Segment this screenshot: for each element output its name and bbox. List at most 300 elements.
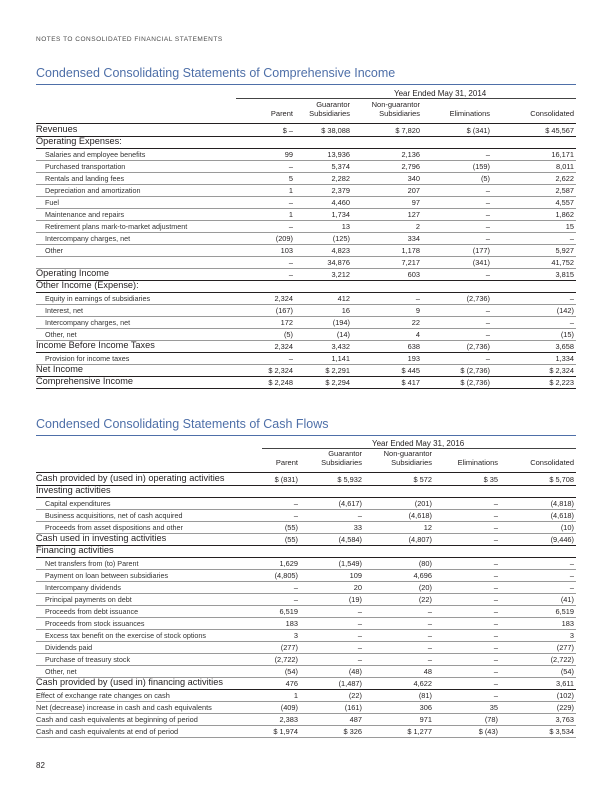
cash_flows-row: [36, 533, 576, 545]
row-label: Cash used in investing activities: [36, 533, 167, 543]
row-value: 1,178: [401, 246, 420, 255]
row-value: 7,217: [401, 258, 420, 267]
row-value: 12: [423, 523, 432, 532]
row-value: (2,722): [274, 655, 298, 664]
row-value: –: [493, 691, 498, 700]
row-value: 183: [285, 619, 298, 628]
cash_flows-row: [36, 545, 576, 557]
row-value: 5,927: [555, 246, 574, 255]
row-value: –: [357, 511, 362, 520]
row-value: $ (2,736): [460, 378, 490, 387]
row-value: 1,734: [331, 210, 350, 219]
row-value: (1,487): [338, 679, 362, 688]
row-label: Comprehensive Income: [36, 376, 134, 386]
row-value: (2,736): [466, 294, 490, 303]
row-value: (81): [418, 691, 432, 700]
row-label: Intercompany charges, net: [45, 318, 131, 327]
row-label: Proceeds from asset dispositions and other: [45, 523, 183, 532]
row-value: –: [493, 595, 498, 604]
row-value: –: [569, 583, 574, 592]
row-label: Cash and cash equivalents at end of period: [36, 727, 179, 736]
row-value: 306: [419, 703, 432, 712]
row-value: 971: [419, 715, 432, 724]
cash_flows-row: [36, 725, 576, 737]
row-value: –: [485, 354, 490, 363]
row-value: $ (341): [466, 126, 490, 135]
row-label: Fuel: [45, 198, 59, 207]
row-value: 9: [415, 306, 420, 315]
row-value: (167): [275, 306, 293, 315]
row-value: –: [415, 294, 420, 303]
row-value: 638: [407, 342, 420, 351]
cash_flows-row: [36, 689, 576, 701]
comprehensive_income-row: [36, 316, 576, 328]
row-value: 207: [407, 186, 420, 195]
row-value: 3,432: [331, 342, 350, 351]
row-value: –: [485, 306, 490, 315]
row-value: $ 2,248: [268, 378, 293, 387]
comprehensive_income-col-header: Guarantor Subsidiaries: [309, 100, 350, 118]
row-value: 1: [288, 210, 293, 219]
row-value: 603: [407, 270, 420, 279]
row-value: 20: [353, 583, 362, 592]
cash_flows-row: [36, 509, 576, 521]
row-label: Other, net: [45, 330, 77, 339]
row-value: 22: [411, 318, 420, 327]
comprehensive_income-row: [36, 196, 576, 208]
row-value: –: [485, 222, 490, 231]
row-value: $ 1,974: [273, 727, 298, 736]
row-value: 4,823: [331, 246, 350, 255]
cash_flows-row: [36, 557, 576, 569]
comprehensive_income-row: [36, 328, 576, 340]
row-value: (4,617): [338, 499, 362, 508]
row-label: Interest, net: [45, 306, 83, 315]
row-value: 5,374: [331, 162, 350, 171]
row-value: (209): [275, 234, 293, 243]
row-value: $ 35: [483, 475, 498, 484]
row-value: –: [485, 330, 490, 339]
row-value: (20): [418, 583, 432, 592]
row-value: (125): [332, 234, 350, 243]
row-value: (4,805): [274, 571, 298, 580]
row-value: $ –: [282, 126, 293, 135]
row-value: –: [288, 222, 293, 231]
row-value: $ 38,088: [321, 126, 350, 135]
row-value: 476: [285, 679, 298, 688]
row-value: –: [293, 595, 298, 604]
row-value: –: [288, 198, 293, 207]
row-value: $ 2,324: [549, 366, 574, 375]
row-value: –: [493, 667, 498, 676]
row-value: 334: [407, 234, 420, 243]
row-value: –: [485, 234, 490, 243]
row-value: $ 445: [401, 366, 420, 375]
row-value: 340: [407, 174, 420, 183]
row-value: $ 3,534: [549, 727, 574, 736]
row-value: $ 5,932: [337, 475, 362, 484]
row-label: Intercompany dividends: [45, 583, 121, 592]
cash_flows-col-header: Guarantor Subsidiaries: [321, 449, 362, 467]
row-value: (4,618): [550, 511, 574, 520]
row-value: (102): [556, 691, 574, 700]
row-label: Net (decrease) increase in cash and cash equivalents: [36, 703, 212, 712]
row-value: 3,212: [331, 270, 350, 279]
row-value: 2,379: [331, 186, 350, 195]
row-value: (10): [560, 523, 574, 532]
row-label: Maintenance and repairs: [45, 210, 125, 219]
row-value: $ 2,294: [325, 378, 350, 387]
row-value: (55): [284, 535, 298, 544]
row-value: –: [493, 631, 498, 640]
row-value: –: [357, 619, 362, 628]
comprehensive_income-row-rule: [36, 388, 576, 389]
row-value: $ 45,567: [545, 126, 574, 135]
comprehensive_income-row: [36, 364, 576, 376]
row-value: $ 2,324: [268, 366, 293, 375]
comprehensive_income-row: [36, 292, 576, 304]
row-value: 1: [293, 691, 298, 700]
row-value: –: [493, 535, 498, 544]
row-value: 412: [337, 294, 350, 303]
comprehensive_income-period-rule: [236, 98, 576, 99]
cash_flows-row: [36, 665, 576, 677]
row-value: (1,549): [338, 559, 362, 568]
comprehensive_income-row: [36, 184, 576, 196]
row-label: Other Income (Expense):: [36, 280, 139, 290]
row-label: Operating Income: [36, 268, 110, 278]
cash_flows-row: [36, 521, 576, 533]
row-value: –: [485, 210, 490, 219]
row-value: (4,807): [408, 535, 432, 544]
row-value: (277): [556, 643, 574, 652]
row-value: –: [493, 583, 498, 592]
row-value: –: [357, 655, 362, 664]
row-label: Payment on loan between subsidiaries: [45, 571, 169, 580]
row-value: –: [288, 354, 293, 363]
row-value: 2,383: [279, 715, 298, 724]
cash_flows-col-header: Parent: [275, 458, 298, 467]
row-label: Retirement plans mark-to-market adjustment: [45, 222, 188, 231]
row-value: (409): [280, 703, 298, 712]
comprehensive_income-row: [36, 304, 576, 316]
row-value: 487: [349, 715, 362, 724]
row-label: Principal payments on debt: [45, 595, 132, 604]
row-value: (78): [484, 715, 498, 724]
row-value: (55): [284, 523, 298, 532]
cash_flows-row: [36, 677, 576, 689]
row-value: 97: [411, 198, 420, 207]
row-value: 4,622: [413, 679, 432, 688]
row-value: 48: [423, 667, 432, 676]
row-label: Intercompany charges, net: [45, 234, 131, 243]
row-label: Purchase of treasury stock: [45, 655, 131, 664]
row-value: $ 572: [413, 475, 432, 484]
row-value: (22): [418, 595, 432, 604]
comprehensive_income-col-header: Non-guarantor Subsidiaries: [371, 100, 420, 118]
row-value: 3: [293, 631, 298, 640]
row-value: 127: [407, 210, 420, 219]
row-value: 183: [561, 619, 574, 628]
row-value: 4,696: [413, 571, 432, 580]
row-value: 2,622: [555, 174, 574, 183]
row-value: 4: [415, 330, 420, 339]
row-value: $ 1,277: [407, 727, 432, 736]
row-label: Cash and cash equivalents at beginning of period: [36, 715, 198, 724]
comprehensive_income-row: [36, 256, 576, 268]
comprehensive_income-row: [36, 172, 576, 184]
row-value: 3,611: [556, 679, 574, 688]
row-value: –: [357, 631, 362, 640]
comprehensive_income-row: [36, 124, 576, 136]
row-value: (4,584): [338, 535, 362, 544]
row-value: –: [293, 511, 298, 520]
cf-title-rule: [36, 435, 576, 436]
row-label: Salaries and employee benefits: [45, 150, 146, 159]
row-value: 2: [415, 222, 420, 231]
row-label: Revenues: [36, 124, 78, 134]
row-value: 3,658: [555, 342, 574, 351]
comprehensive_income-col-header: Eliminations: [449, 109, 490, 118]
row-value: (41): [560, 595, 574, 604]
row-value: (5): [283, 330, 293, 339]
row-value: 4,557: [555, 198, 574, 207]
row-value: (229): [556, 703, 574, 712]
row-label: Purchased transportation: [45, 162, 126, 171]
cash_flows-col-header: Consolidated: [530, 458, 574, 467]
row-value: 3,763: [555, 715, 574, 724]
row-label: Effect of exchange rate changes on cash: [36, 691, 170, 700]
row-value: 8,011: [556, 162, 574, 171]
row-value: 2,324: [274, 294, 293, 303]
row-label: Proceeds from stock issuances: [45, 619, 145, 628]
row-label: Provision for income taxes: [45, 354, 130, 363]
comprehensive_income-col-header: Consolidated: [530, 109, 574, 118]
row-value: (5): [480, 174, 490, 183]
row-value: (22): [348, 691, 362, 700]
row-label: Proceeds from debt issuance: [45, 607, 139, 616]
comprehensive_income-row: [36, 208, 576, 220]
row-label: Rentals and landing fees: [45, 174, 125, 183]
row-value: 172: [280, 318, 293, 327]
row-label: Excess tax benefit on the exercise of stock options: [45, 631, 207, 640]
row-value: –: [427, 631, 432, 640]
row-value: (80): [418, 559, 432, 568]
row-value: 13,936: [327, 150, 350, 159]
row-value: (161): [344, 703, 362, 712]
row-value: 15: [565, 222, 574, 231]
row-value: –: [288, 162, 293, 171]
comprehensive_income-row: [36, 280, 576, 292]
row-value: $ 326: [343, 727, 362, 736]
row-value: –: [493, 559, 498, 568]
row-value: 16: [341, 306, 350, 315]
comprehensive_income-row: [36, 352, 576, 364]
row-label: Equity in earnings of subsidiaries: [45, 294, 151, 303]
row-label: Other, net: [45, 667, 77, 676]
row-value: –: [485, 198, 490, 207]
row-value: (159): [472, 162, 490, 171]
cash_flows-row: [36, 605, 576, 617]
row-value: 1: [288, 186, 293, 195]
row-value: (177): [472, 246, 490, 255]
row-value: 2,282: [331, 174, 350, 183]
row-value: –: [493, 571, 498, 580]
comprehensive_income-row: [36, 268, 576, 280]
row-value: 35: [489, 703, 498, 712]
row-value: (4,818): [550, 499, 574, 508]
comprehensive_income-col-header: Parent: [270, 109, 293, 118]
row-value: –: [569, 234, 574, 243]
cash_flows-row: [36, 629, 576, 641]
cash_flows-row: [36, 497, 576, 509]
row-label: Net Income: [36, 364, 83, 374]
page-number: 82: [36, 761, 45, 770]
row-value: (54): [560, 667, 574, 676]
row-value: –: [485, 150, 490, 159]
row-value: (2,722): [550, 655, 574, 664]
row-value: (2,736): [466, 342, 490, 351]
row-value: (9,446): [550, 535, 574, 544]
cash_flows-row: [36, 713, 576, 725]
row-value: 4,460: [331, 198, 350, 207]
row-value: –: [293, 583, 298, 592]
row-label: Capital expenditures: [45, 499, 111, 508]
row-value: $ 2,291: [325, 366, 350, 375]
cf-title: Condensed Consolidating Statements of Cash Flows: [36, 417, 329, 431]
row-value: 109: [349, 571, 362, 580]
row-value: $ 5,708: [549, 475, 574, 484]
row-label: Depreciation and amortization: [45, 186, 141, 195]
row-value: 1,141: [331, 354, 350, 363]
comprehensive_income-row: [36, 244, 576, 256]
row-value: –: [493, 643, 498, 652]
row-value: 1,862: [555, 210, 574, 219]
row-value: –: [427, 607, 432, 616]
row-label: Investing activities: [36, 485, 111, 495]
row-value: –: [427, 619, 432, 628]
row-value: –: [493, 523, 498, 532]
comprehensive_income-row: [36, 136, 576, 148]
row-value: –: [493, 499, 498, 508]
row-value: (341): [472, 258, 490, 267]
row-value: (4,618): [408, 511, 432, 520]
row-label: Business acquisitions, net of cash acquired: [45, 511, 183, 520]
row-value: $ (43): [478, 727, 498, 736]
cash_flows-period-rule: [262, 448, 576, 449]
row-value: 13: [341, 222, 350, 231]
cash_flows-row: [36, 701, 576, 713]
row-value: –: [493, 619, 498, 628]
comprehensive_income-row: [36, 148, 576, 160]
row-value: $ 417: [401, 378, 420, 387]
cf-period: Year Ended May 31, 2016: [372, 439, 465, 448]
row-value: –: [427, 643, 432, 652]
comprehensive_income-row: [36, 232, 576, 244]
row-label: Financing activities: [36, 545, 114, 555]
row-value: 2,587: [555, 186, 574, 195]
row-value: 2,324: [274, 342, 293, 351]
row-value: 99: [284, 150, 293, 159]
cash_flows-row: [36, 569, 576, 581]
row-label: Operating Expenses:: [36, 136, 122, 146]
row-value: 3: [569, 631, 574, 640]
row-value: –: [569, 559, 574, 568]
row-value: –: [427, 655, 432, 664]
row-value: 2,136: [401, 150, 420, 159]
row-value: 34,876: [327, 258, 350, 267]
row-value: $ (2,736): [460, 366, 490, 375]
row-value: –: [357, 643, 362, 652]
row-value: –: [569, 318, 574, 327]
row-value: 6,519: [555, 607, 574, 616]
row-value: 1,629: [279, 559, 298, 568]
row-value: –: [569, 294, 574, 303]
cash_flows-row: [36, 641, 576, 653]
row-value: (277): [280, 643, 298, 652]
row-value: $ 2,223: [549, 378, 574, 387]
row-value: –: [288, 270, 293, 279]
row-value: –: [357, 607, 362, 616]
row-label: Cash provided by (used in) operating activities: [36, 473, 225, 483]
row-label: Net transfers from (to) Parent: [45, 559, 139, 568]
cash_flows-row: [36, 473, 576, 485]
cash_flows-row-rule: [36, 737, 576, 738]
comprehensive_income-row: [36, 340, 576, 352]
row-value: 2,796: [401, 162, 420, 171]
cash_flows-row: [36, 653, 576, 665]
row-value: 103: [280, 246, 293, 255]
row-value: (142): [556, 306, 574, 315]
cash_flows-col-header: Eliminations: [457, 458, 498, 467]
row-value: $ 7,820: [395, 126, 420, 135]
row-value: (15): [560, 330, 574, 339]
cash_flows-row: [36, 485, 576, 497]
row-label: Cash provided by (used in) financing activities: [36, 677, 223, 687]
row-value: –: [493, 511, 498, 520]
row-value: 3,815: [555, 270, 574, 279]
row-value: –: [493, 607, 498, 616]
comprehensive_income-row: [36, 376, 576, 388]
row-label: Other: [45, 246, 63, 255]
row-value: (194): [332, 318, 350, 327]
row-value: –: [288, 258, 293, 267]
ci-period: Year Ended May 31, 2014: [394, 89, 487, 98]
row-value: –: [493, 679, 498, 688]
row-label: Dividends paid: [45, 643, 93, 652]
ci-title: Condensed Consolidating Statements of Comprehensive Income: [36, 66, 396, 80]
comprehensive_income-row: [36, 220, 576, 232]
comprehensive_income-row: [36, 160, 576, 172]
row-value: 193: [407, 354, 420, 363]
row-value: –: [485, 270, 490, 279]
row-value: 5: [288, 174, 293, 183]
row-value: –: [485, 318, 490, 327]
row-value: 33: [353, 523, 362, 532]
row-value: 1,334: [555, 354, 574, 363]
row-value: (48): [348, 667, 362, 676]
row-value: –: [293, 499, 298, 508]
row-value: (54): [284, 667, 298, 676]
row-value: (19): [348, 595, 362, 604]
row-value: $ (831): [274, 475, 298, 484]
cash_flows-row: [36, 581, 576, 593]
row-label: Income Before Income Taxes: [36, 340, 155, 350]
row-value: –: [493, 655, 498, 664]
row-value: –: [485, 186, 490, 195]
row-value: 16,171: [551, 150, 574, 159]
cash_flows-row: [36, 593, 576, 605]
